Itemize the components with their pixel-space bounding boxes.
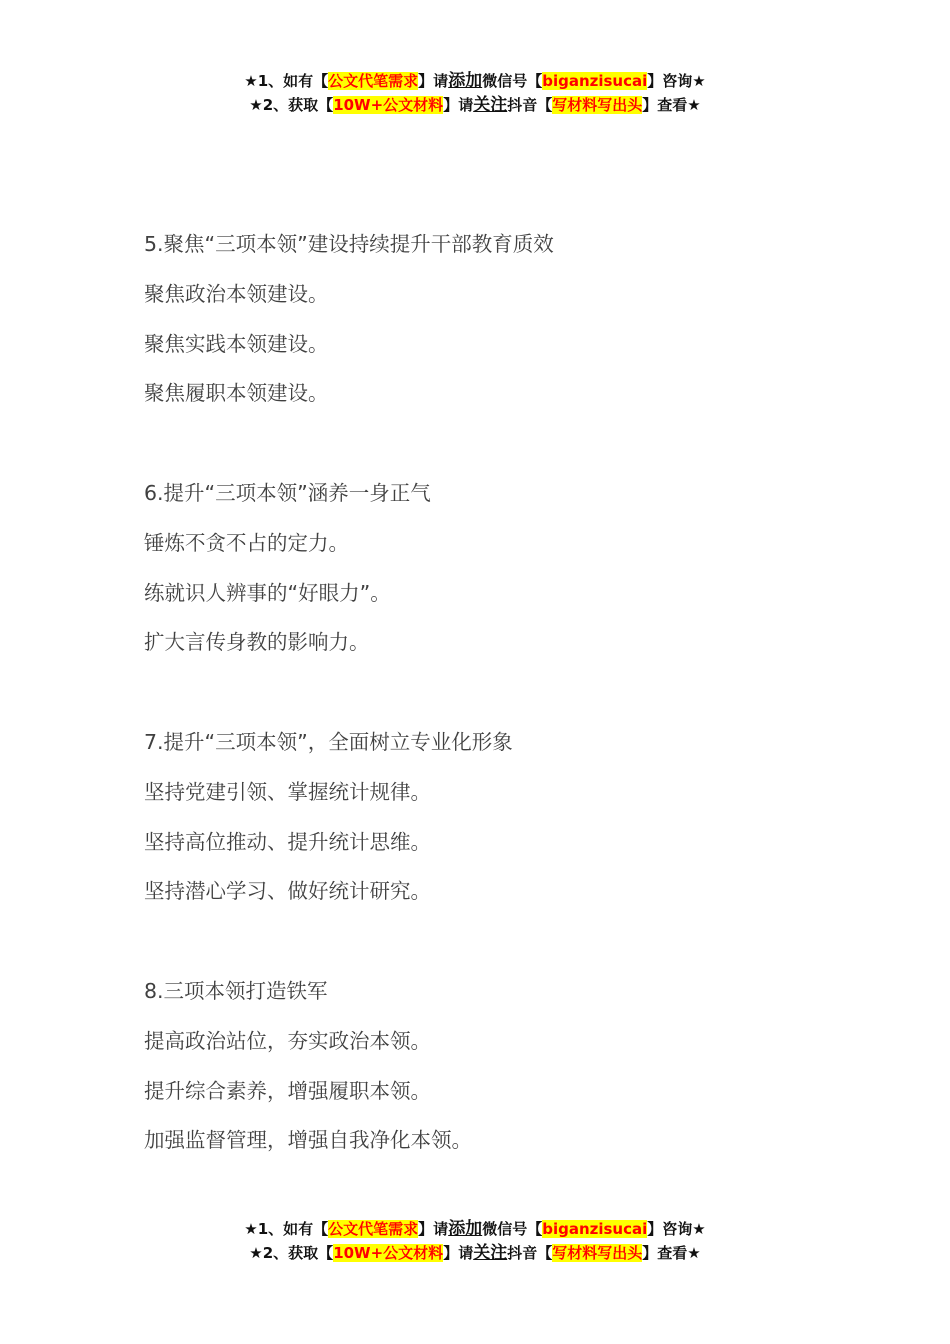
banner-text: 微信号【	[482, 1220, 543, 1238]
banner-highlight: 10W+公文材料	[333, 96, 444, 114]
banner-text: 】请	[418, 72, 449, 90]
banner-highlight: biganzisucai	[542, 72, 648, 90]
banner-line-1	[0, 1217, 950, 1241]
banner-text: ★1、如有【	[244, 1220, 329, 1238]
banner-highlight: 公文代笔需求	[328, 1220, 419, 1238]
section-item: 坚持潜心学习、做好统计研究。	[144, 879, 431, 904]
banner-line-2	[0, 93, 950, 117]
section-item: 坚持高位推动、提升统计思维。	[144, 829, 431, 854]
section-item: 加强监督管理，增强自我净化本领。	[144, 1128, 472, 1153]
section	[144, 220, 824, 419]
section	[144, 967, 824, 1166]
section	[144, 469, 824, 668]
banner-emphasis: 关注	[473, 95, 508, 115]
section-heading: 6.提升“三项本领”涵养一身正气	[144, 480, 431, 505]
section-item: 聚焦政治本领建设。	[144, 281, 329, 306]
section-heading: 8.三项本领打造铁军	[144, 978, 328, 1003]
banner-text: 】查看★	[642, 1244, 701, 1262]
banner-emphasis: 添加	[448, 1219, 483, 1239]
section-item: 聚焦实践本领建设。	[144, 331, 329, 356]
section-item: 坚持党建引领、掌握统计规律。	[144, 779, 431, 804]
paragraph-spacer	[144, 668, 824, 718]
footer-banner	[0, 1217, 950, 1265]
section-heading: 7.提升“三项本领”，全面树立专业化形象	[144, 729, 513, 754]
banner-text: 抖音【	[507, 96, 553, 114]
header-banner	[0, 69, 950, 117]
banner-line-2	[0, 1241, 950, 1265]
banner-emphasis: 添加	[448, 71, 483, 91]
banner-text: 】请	[443, 96, 474, 114]
section-item: 提高政治站位，夯实政治本领。	[144, 1028, 431, 1053]
section-heading: 5.聚焦“三项本领”建设持续提升干部教育质效	[144, 232, 554, 256]
banner-text: ★2、获取【	[249, 96, 334, 114]
section-item: 练就识人辨事的“好眼力”。	[144, 580, 391, 605]
banner-highlight: 10W+公文材料	[333, 1244, 444, 1262]
section-item: 锤炼不贪不占的定力。	[144, 530, 349, 555]
banner-highlight: 写材料写出头	[552, 1244, 643, 1262]
banner-highlight: biganzisucai	[542, 1220, 648, 1238]
banner-text: 抖音【	[507, 1244, 553, 1262]
banner-text: 】请	[443, 1244, 474, 1262]
banner-text: 】查看★	[642, 96, 701, 114]
section	[144, 718, 824, 917]
section-item: 聚焦履职本领建设。	[144, 381, 329, 406]
banner-text: 】咨询★	[647, 1220, 706, 1238]
paragraph-spacer	[144, 917, 824, 967]
banner-text: ★2、获取【	[249, 1244, 334, 1262]
banner-emphasis: 关注	[473, 1243, 508, 1263]
banner-line-1	[0, 69, 950, 93]
banner-text: 】请	[418, 1220, 449, 1238]
document-body	[144, 220, 824, 1166]
banner-highlight: 公文代笔需求	[328, 72, 419, 90]
banner-highlight: 写材料写出头	[552, 96, 643, 114]
section-item: 提升综合素养，增强履职本领。	[144, 1078, 431, 1103]
banner-text: 微信号【	[482, 72, 543, 90]
banner-text: ★1、如有【	[244, 72, 329, 90]
paragraph-spacer	[144, 419, 824, 469]
banner-text: 】咨询★	[647, 72, 706, 90]
section-item: 扩大言传身教的影响力。	[144, 630, 370, 655]
